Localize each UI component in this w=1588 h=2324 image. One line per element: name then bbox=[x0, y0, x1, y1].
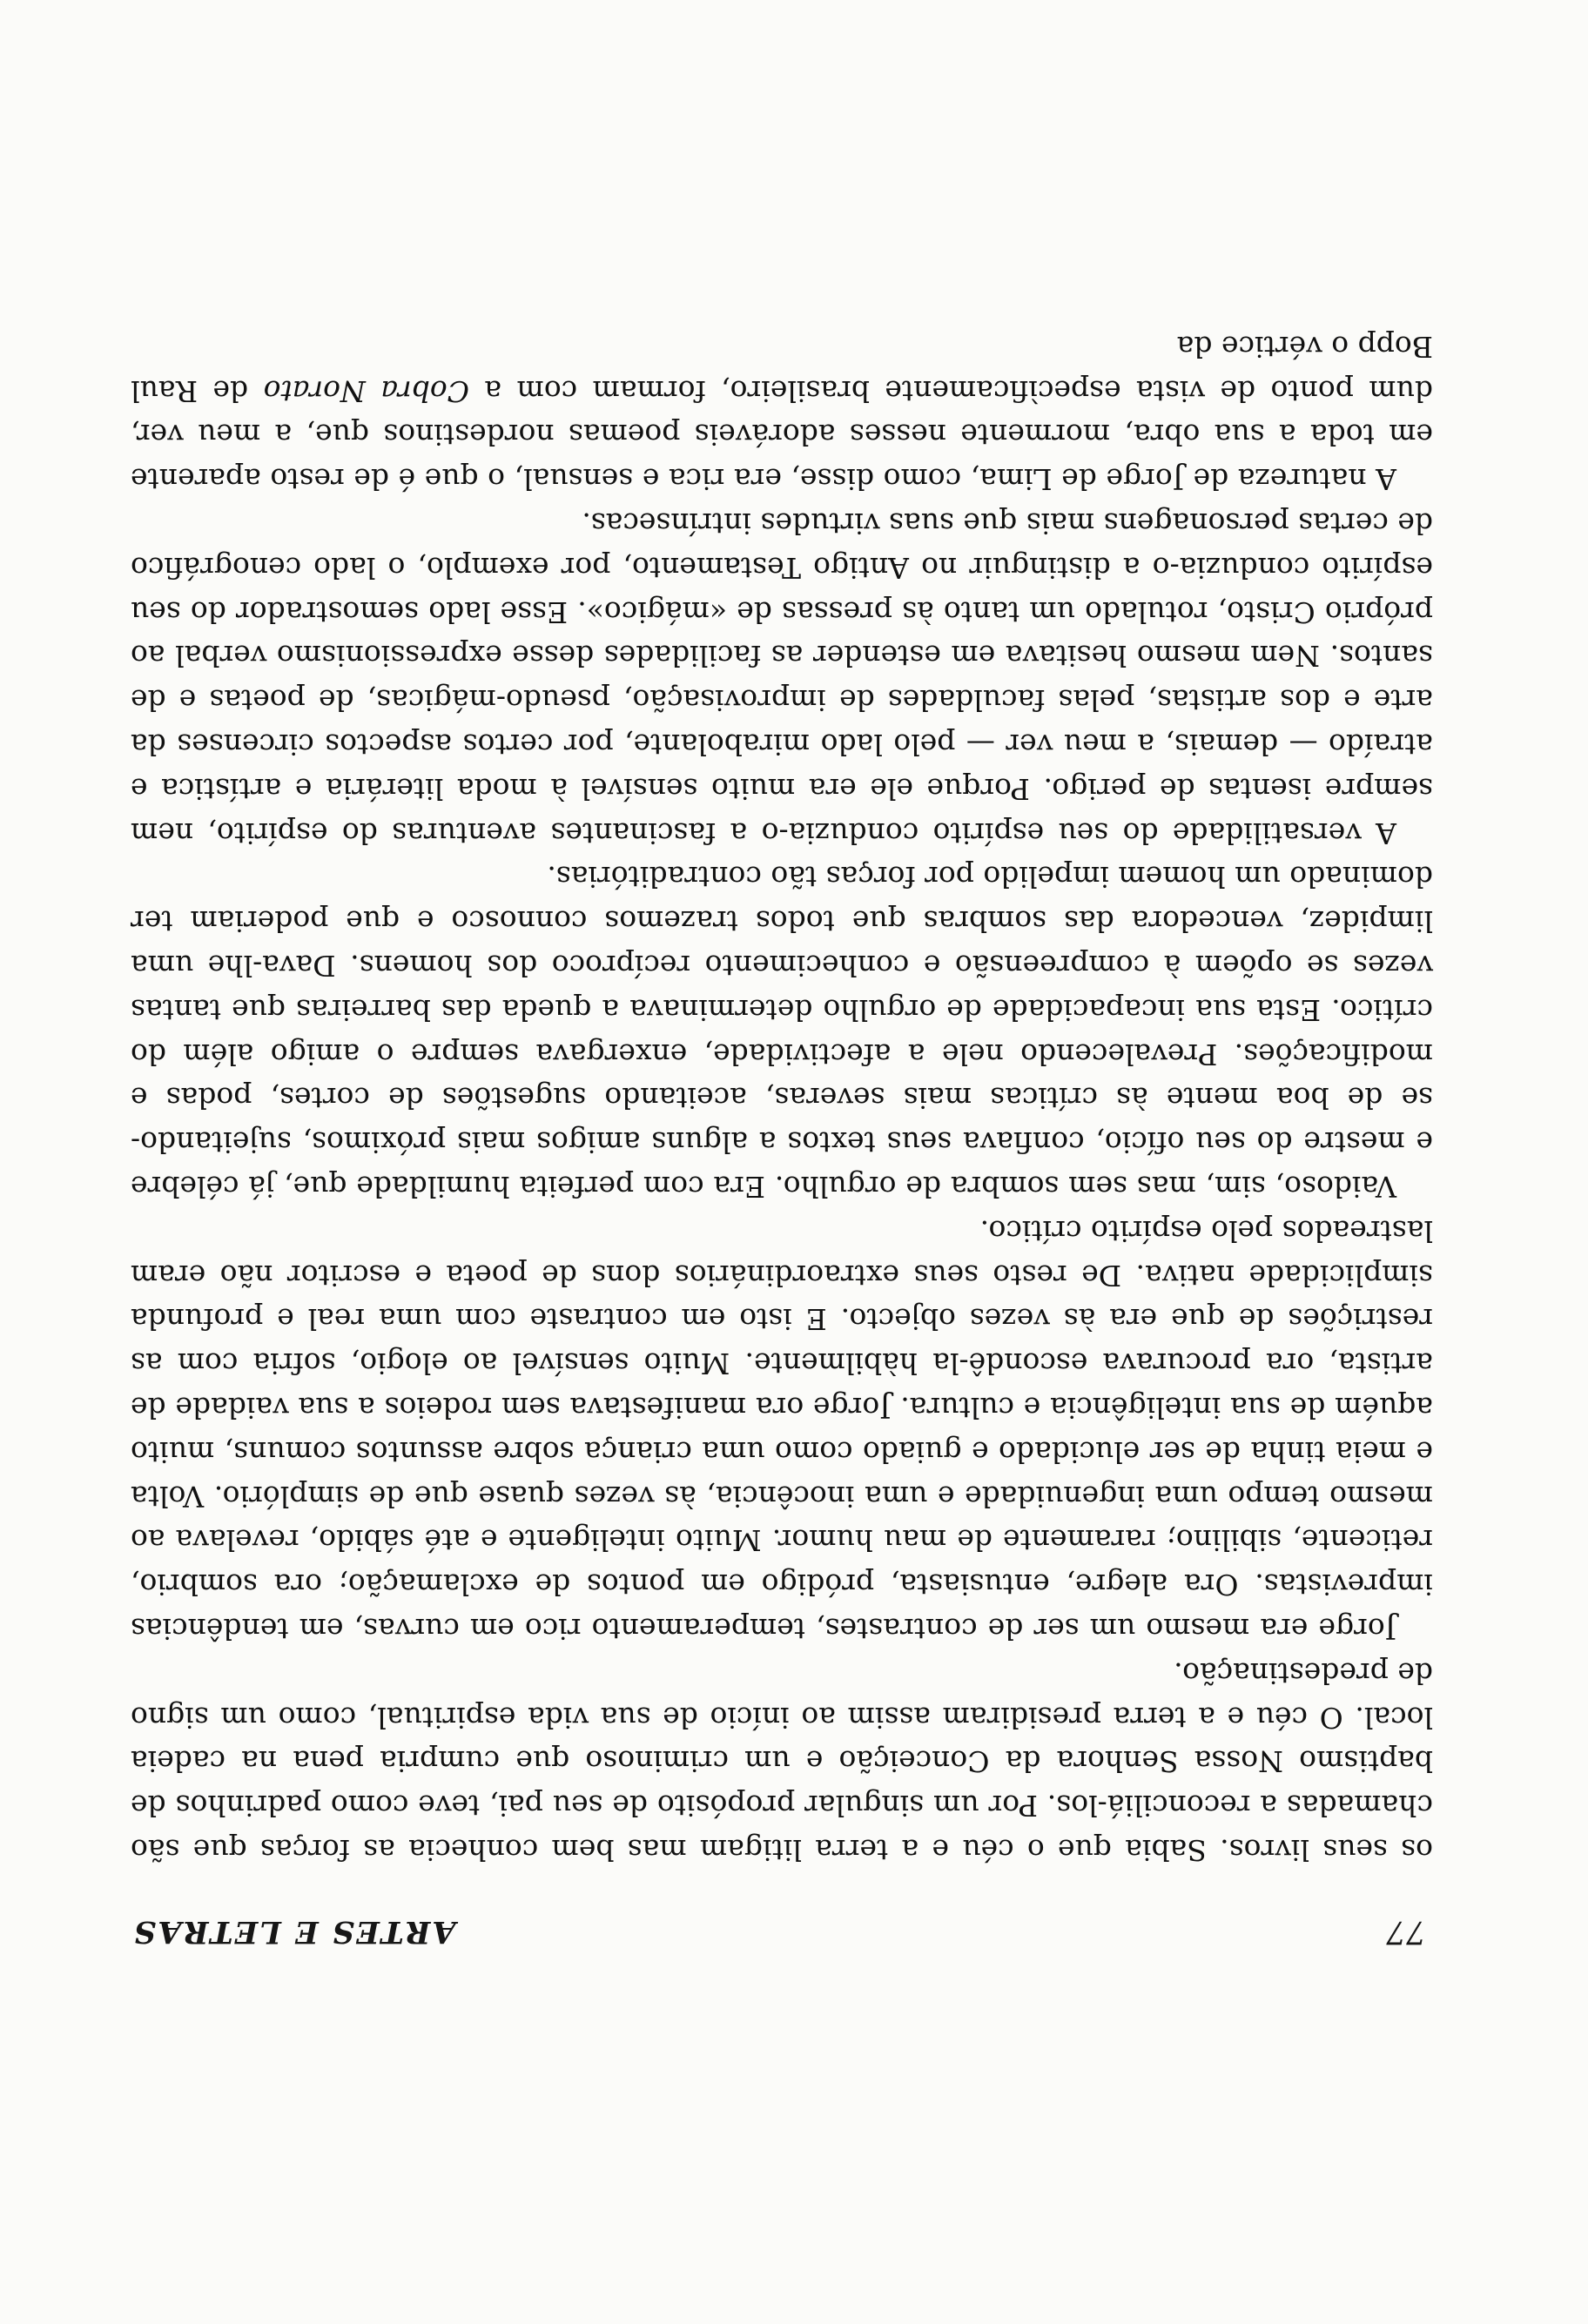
paragraph-5-text-before: A natureza de Jorge de Lima, como disse, era rica e sensual, o que é de resto aparente em toda a sua obra, mormente nesses adoráveis poemas nordestinos que, a meu ver, dum ponto de vista especìficamente brasileiro, formam com a bbox=[131, 373, 1433, 497]
paragraph-2: Jorge era mesmo um ser de contrastes, temperamento rico em curvas, em tendências imprevistas. Ora alegre, entusiasta, pródigo em pontos de exclamação; ora sombrio, reticente, sibilino; raramente de mau humor. Muito inteligente e até sábido, revelava ao mesmo tempo uma ingenuidade e uma inocência, às vezes quase que de simplório. Volta e meia tinha de ser elucidado e guiado como uma criança sobre assuntos comuns, muito aquém de sua inteligência e cultura. Jorge ora manifestava sem rodeios a sua vaidade de artista, ora procurava escondê-la hàbilmente. Muito sensível ao elogio, sofria com as restrições de que era às vezes objecto. E isto em contraste com uma real e profunda simplicidade nativa. De resto seus extraordinários dons de poeta e escritor não eram lastreados pelo espírito crítico. bbox=[131, 1213, 1433, 1647]
paragraph-3: Vaidoso, sim, mas sem sombra de orgulho. Era com perfeita humildade que, já célebre e mestre do seu ofício, confiava seus textos a alguns amigos mais próximos, sujeitando-se de boa mente às críticas mais severas, aceitando sugestões de cortes, podas e modificações. Prevalecendo nele a afectividade, enxergava sempre o amigo além do crítico. Esta sua incapacidade de orgulho determinava a queda das barreiras que tantas vezes se opõem à compreensão e conhecimento recíproco dos homens. Dava-lhe uma limpidez, vencedora das sombras que todos trazemos connosco e que poderiam ter dominado um homem impelido por forças tão contraditórias. bbox=[131, 860, 1433, 1205]
paragraph-5-text-after: de Raul Bopp o vértice da bbox=[131, 329, 1433, 408]
paragraph-1: os seus livros. Sabia que o céu e a terra litigam mas bem conhecia as forças que são chamadas a reconciliá-los. Por um singular propósito de seu pai, teve como padrinhos de baptismo Nossa Senhora da Conceição e um criminoso que cumpria pena na cadeia local. O céu e a terra presidiram assim ao início de sua vida espiritual, como um signo de predestinação. bbox=[131, 1656, 1433, 1867]
page-header bbox=[127, 1897, 1433, 1950]
paragraph-5 bbox=[131, 324, 1433, 500]
running-title: ARTES E LETRAS bbox=[132, 1914, 456, 1950]
book-title-cobra-norato: Cobra Norato bbox=[263, 373, 470, 408]
body-text bbox=[131, 324, 1433, 1871]
paragraph-4: A versatilidade do seu espírito conduzia-o a fascinantes aventuras do espírito, nem sempre isentas de perigo. Porque ele era muito sensível à moda literária e artística e atraído — demais, a meu ver — pelo lado mirabolante, por certos aspectos circenses da arte e dos artistas, pelas faculdades de improvisação, pseudo-mágicas, de poetas e de santos. Nem mesmo hesitava em estender as facilidades desse expressionismo verbal ao próprio Cristo, rotulado um tanto às pressas de «mágico». Esse lado semostrador do seu espírito conduzia-o a distinguir no Antigo Testamento, por exemplo, o lado cenográfico de certas personagens mais que suas virtudes intrínsecas. bbox=[131, 507, 1433, 850]
page-number: 77 bbox=[1386, 1914, 1426, 1950]
